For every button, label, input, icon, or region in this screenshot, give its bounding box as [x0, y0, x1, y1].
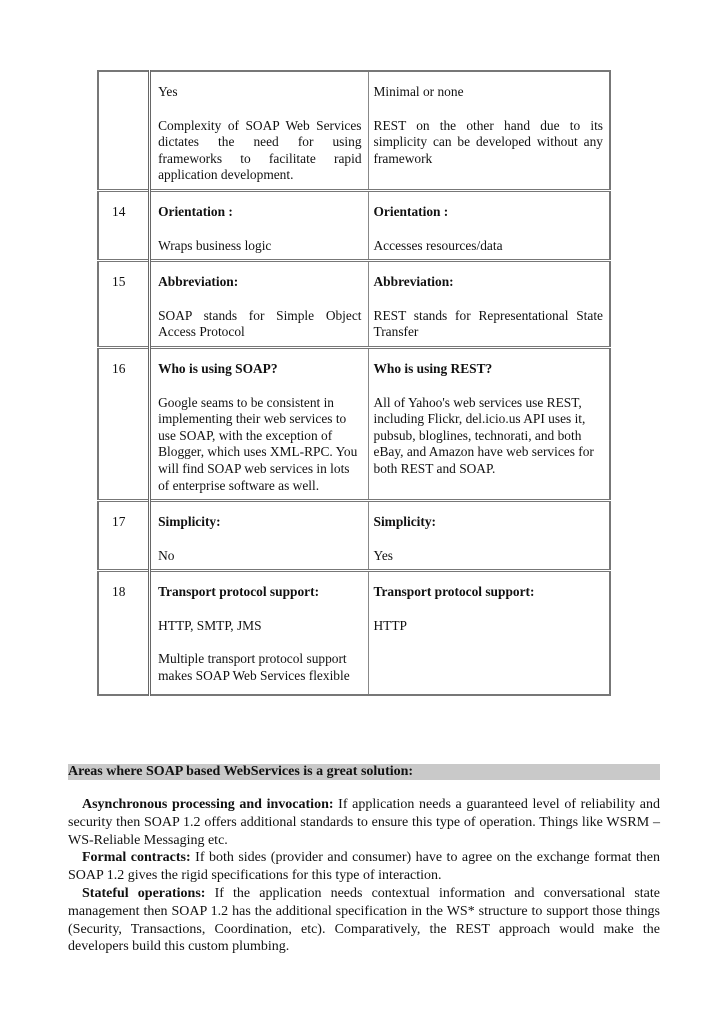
- soap-heading: Orientation :: [158, 203, 233, 219]
- soap-heading: Who is using SOAP?: [158, 360, 278, 376]
- rest-heading: Simplicity:: [373, 514, 437, 530]
- soap-text: Multiple transport protocol support makes SOAP Web Services flexible: [158, 651, 350, 684]
- soap-text: Google seams to be consistent in implementing their web services to use SOAP, with the exception of Blogger, which uses XML-RPC. You will find SOAP web services in lots of enterprise software as well.: [158, 394, 358, 493]
- comparison-table: [97, 70, 611, 696]
- table-row: [98, 347, 610, 500]
- soap-cell: [150, 347, 368, 500]
- table-row: [98, 190, 610, 260]
- rest-cell: [368, 501, 610, 571]
- use-case-label: Asynchronous processing and invocation:: [82, 797, 334, 812]
- soap-heading: Simplicity:: [158, 514, 221, 530]
- rest-text: Yes: [373, 547, 393, 563]
- rest-heading: Orientation :: [373, 203, 449, 219]
- rest-cell: [368, 71, 610, 190]
- use-case-paragraph: [68, 885, 660, 956]
- use-case-paragraph: [68, 796, 660, 849]
- table-row: [98, 571, 610, 695]
- row-number-cell: 18: [98, 571, 150, 695]
- rest-text: Minimal or none: [373, 84, 464, 99]
- soap-text: Wraps business logic: [158, 237, 272, 253]
- table-row: [98, 261, 610, 348]
- soap-text: Complexity of SOAP Web Services dictates the need for using frameworks to facilitate rapid application development.: [158, 117, 362, 183]
- rest-cell: [368, 571, 610, 695]
- rest-text: All of Yahoo's web services use REST, including Flickr, del.icio.us API uses it, pubsub, bloglines, technorati, and both eBay, and Amazon have web services for both REST and SOAP.: [373, 394, 594, 476]
- rest-cell: [368, 347, 610, 500]
- row-number-cell: 15: [98, 261, 150, 348]
- table-row: [98, 501, 610, 571]
- rest-text: HTTP: [373, 617, 407, 633]
- soap-cell: [150, 190, 368, 260]
- soap-use-cases-section: [68, 764, 660, 956]
- soap-cell: [150, 71, 368, 190]
- use-case-label: Stateful operations:: [82, 885, 206, 901]
- row-number-cell: 14: [98, 190, 150, 260]
- table-row: [98, 71, 610, 190]
- soap-text: Yes: [158, 84, 178, 99]
- rest-heading: Transport protocol support:: [373, 584, 535, 600]
- rest-text: REST stands for Representational State Transfer: [373, 307, 603, 340]
- soap-heading: Abbreviation:: [158, 274, 239, 290]
- soap-text: No: [158, 547, 175, 563]
- row-number-cell: [98, 71, 150, 190]
- rest-heading: Who is using REST?: [373, 360, 493, 376]
- soap-text: SOAP stands for Simple Object Access Protocol: [158, 307, 362, 340]
- soap-heading: Transport protocol support:: [158, 584, 320, 600]
- soap-cell: [150, 501, 368, 571]
- rest-heading: Abbreviation:: [373, 274, 454, 290]
- section-title: Areas where SOAP based WebServices is a great solution:: [68, 764, 660, 780]
- rest-cell: [368, 261, 610, 348]
- soap-cell: [150, 571, 368, 695]
- use-case-text: If the application needs contextual information and conversational state management then SOAP 1.2 has the additional specification in the WS* structure to support those things (Security, Transactions, Coordination, etc). Comparatively, the REST approach would make the developers build this custom plumbing.: [68, 885, 660, 955]
- soap-text: HTTP, SMTP, JMS: [158, 617, 262, 633]
- row-number-cell: 17: [98, 501, 150, 571]
- rest-text: REST on the other hand due to its simplicity can be developed without any framework: [373, 117, 603, 166]
- rest-cell: [368, 190, 610, 260]
- soap-cell: [150, 261, 368, 348]
- use-case-paragraph: [68, 849, 660, 885]
- use-case-text: If both sides (provider and consumer) have to agree on the exchange format then SOAP 1.2 gives the rigid specifications for this type of interaction.: [68, 850, 661, 884]
- use-case-text: If application needs a guaranteed level of reliability and security then SOAP 1.2 offers additional standards to ensure this type of operation. Things like WSRM – WS-Reliable Messaging etc.: [68, 797, 660, 848]
- use-case-label: Formal contracts:: [82, 850, 191, 866]
- rest-text: Accesses resources/data: [373, 237, 503, 253]
- row-number-cell: 16: [98, 347, 150, 500]
